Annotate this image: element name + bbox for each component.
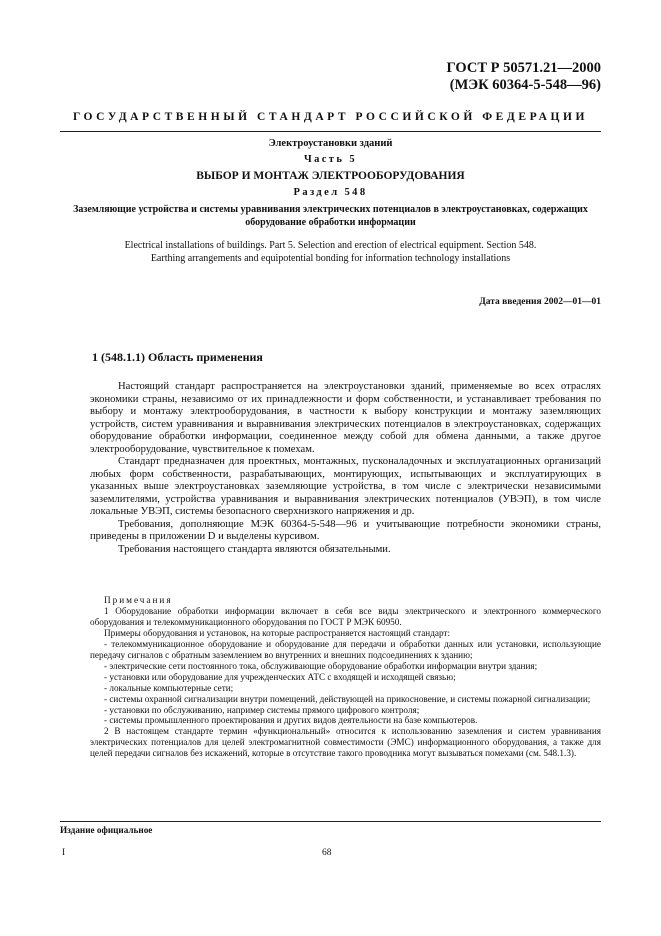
part-title: ВЫБОР И МОНТАЖ ЭЛЕКТРООБОРУДОВАНИЯ <box>196 170 465 182</box>
footer-marker: I <box>62 848 66 858</box>
example-item: - установки по обслуживанию, например системы прямого цифрового контроля; <box>104 704 420 715</box>
section-heading: 1 (548.1.1) Область применения <box>92 350 263 364</box>
example-item: - установки или оборудование для учрежденческих АТС с входящей и исходящей связью; <box>104 671 456 682</box>
iec-number: (МЭК 60364-5-548—96) <box>449 77 601 93</box>
body-paragraph: Стандарт предназначен для проектных, монтажных, пусконаладочных и эксплуатационных организаций любых форм собственности, разрабатывающих, монтирующих, испытывающих и эксплуатирующих в указанных выше электроустановках заземляющие устройства, в том числе с электрически независимыми заземлителями, устройства уравнивания и выравнивания электрических потенциалов (УВЭП), в том числе локальные УВЭП, системы безопасного сверхнизкого напряжения и др. <box>90 456 601 517</box>
section-body <box>90 381 601 556</box>
example-item: - системы охранной сигнализации внутри помещений, действующей на прикосновение, и системы пожарной сигнализации; <box>104 693 591 704</box>
page-number: 68 <box>322 848 332 858</box>
note-1: 1 Оборудование обработки информации включает в себя все виды электрического и электронного коммерческого оборудования и телекоммуникационного оборудования по ГОСТ Р МЭК 60950. <box>90 605 601 627</box>
english-title-line-1: Electrical installations of buildings. Part 5. Selection and erection of electrical equipment. Section 548. <box>124 240 537 251</box>
section-label: Раздел 548 <box>293 187 368 198</box>
body-paragraph: Настоящий стандарт распространяется на электроустановки зданий, применяемые во всех отраслях экономики страны, независимо от их принадлежности и форм собственности, и устанавливает требования по выбору и монтажу электрооборудования, в частности к выбору конструкции и монтажу заземляющих устройств, систем уравнивания и выравнивания электрических потенциалов в электроустановках, содержащих оборудование обработки информации, соединенное между собой для обмена данными, а также другое электрооборудование, чувствительное к помехам. <box>90 381 601 455</box>
bottom-divider <box>60 821 601 822</box>
standard-type-title: ГОСУДАРСТВЕННЫЙ СТАНДАРТ РОССИЙСКОЙ ФЕДЕРАЦИИ <box>72 111 589 123</box>
notes-header: Примечания <box>104 595 173 605</box>
example-item: - локальные компьютерные сети; <box>104 682 234 693</box>
notes-block <box>90 595 601 759</box>
series-title: Электроустановки зданий <box>268 138 393 149</box>
body-paragraph: Требования, дополняющие МЭК 60364-5-548—96 и учитывающие потребности экономики страны, приведены в приложении D и выделены курсивом. <box>90 518 601 542</box>
english-title-line-2: Earthing arrangements and equipotential bonding for information technology installations <box>150 253 511 264</box>
document-subtitle: Заземляющие устройства и системы уравнивания электрических потенциалов в электроустановках, содержащих оборудование обработки информации <box>73 204 588 228</box>
edition-label: Издание официальное <box>60 825 153 835</box>
gost-number: ГОСТ Р 50571.21—2000 <box>446 60 601 76</box>
standard-designation <box>341 60 601 94</box>
body-paragraph: Требования настоящего стандарта являются обязательными. <box>118 543 391 555</box>
top-divider <box>60 131 601 132</box>
example-item: - системы промышленного проектирования и других видов деятельности на базе компьютеров. <box>104 715 478 726</box>
date-introduced: Дата введения 2002—01—01 <box>479 297 601 307</box>
examples-intro: Примеры оборудования и установок, на которые распространяется настоящий стандарт: <box>104 627 451 638</box>
note-2: 2 В настоящем стандарте термин «функциональный» относится к использованию заземления и систем уравнивания электрических потенциалов для целей электромагнитной совместимости (ЭМС) информационного оборудования, а также для целей передачи сигналов без искажений, которые в отсутствие такого проводника могут вызываться помехами (см. 548.1.3). <box>90 726 601 759</box>
part-label: Часть 5 <box>303 154 357 165</box>
example-item: - телекоммуникационное оборудование и оборудование для передачи и обработки данных или установки, использующие передачу сигналов с обратным заземлением во внутренних и внешних подсоединениях к зданию; <box>90 638 601 660</box>
example-item: - электрические сети постоянного тока, обслуживающие оборудование обработки информации внутри здания; <box>104 660 538 671</box>
